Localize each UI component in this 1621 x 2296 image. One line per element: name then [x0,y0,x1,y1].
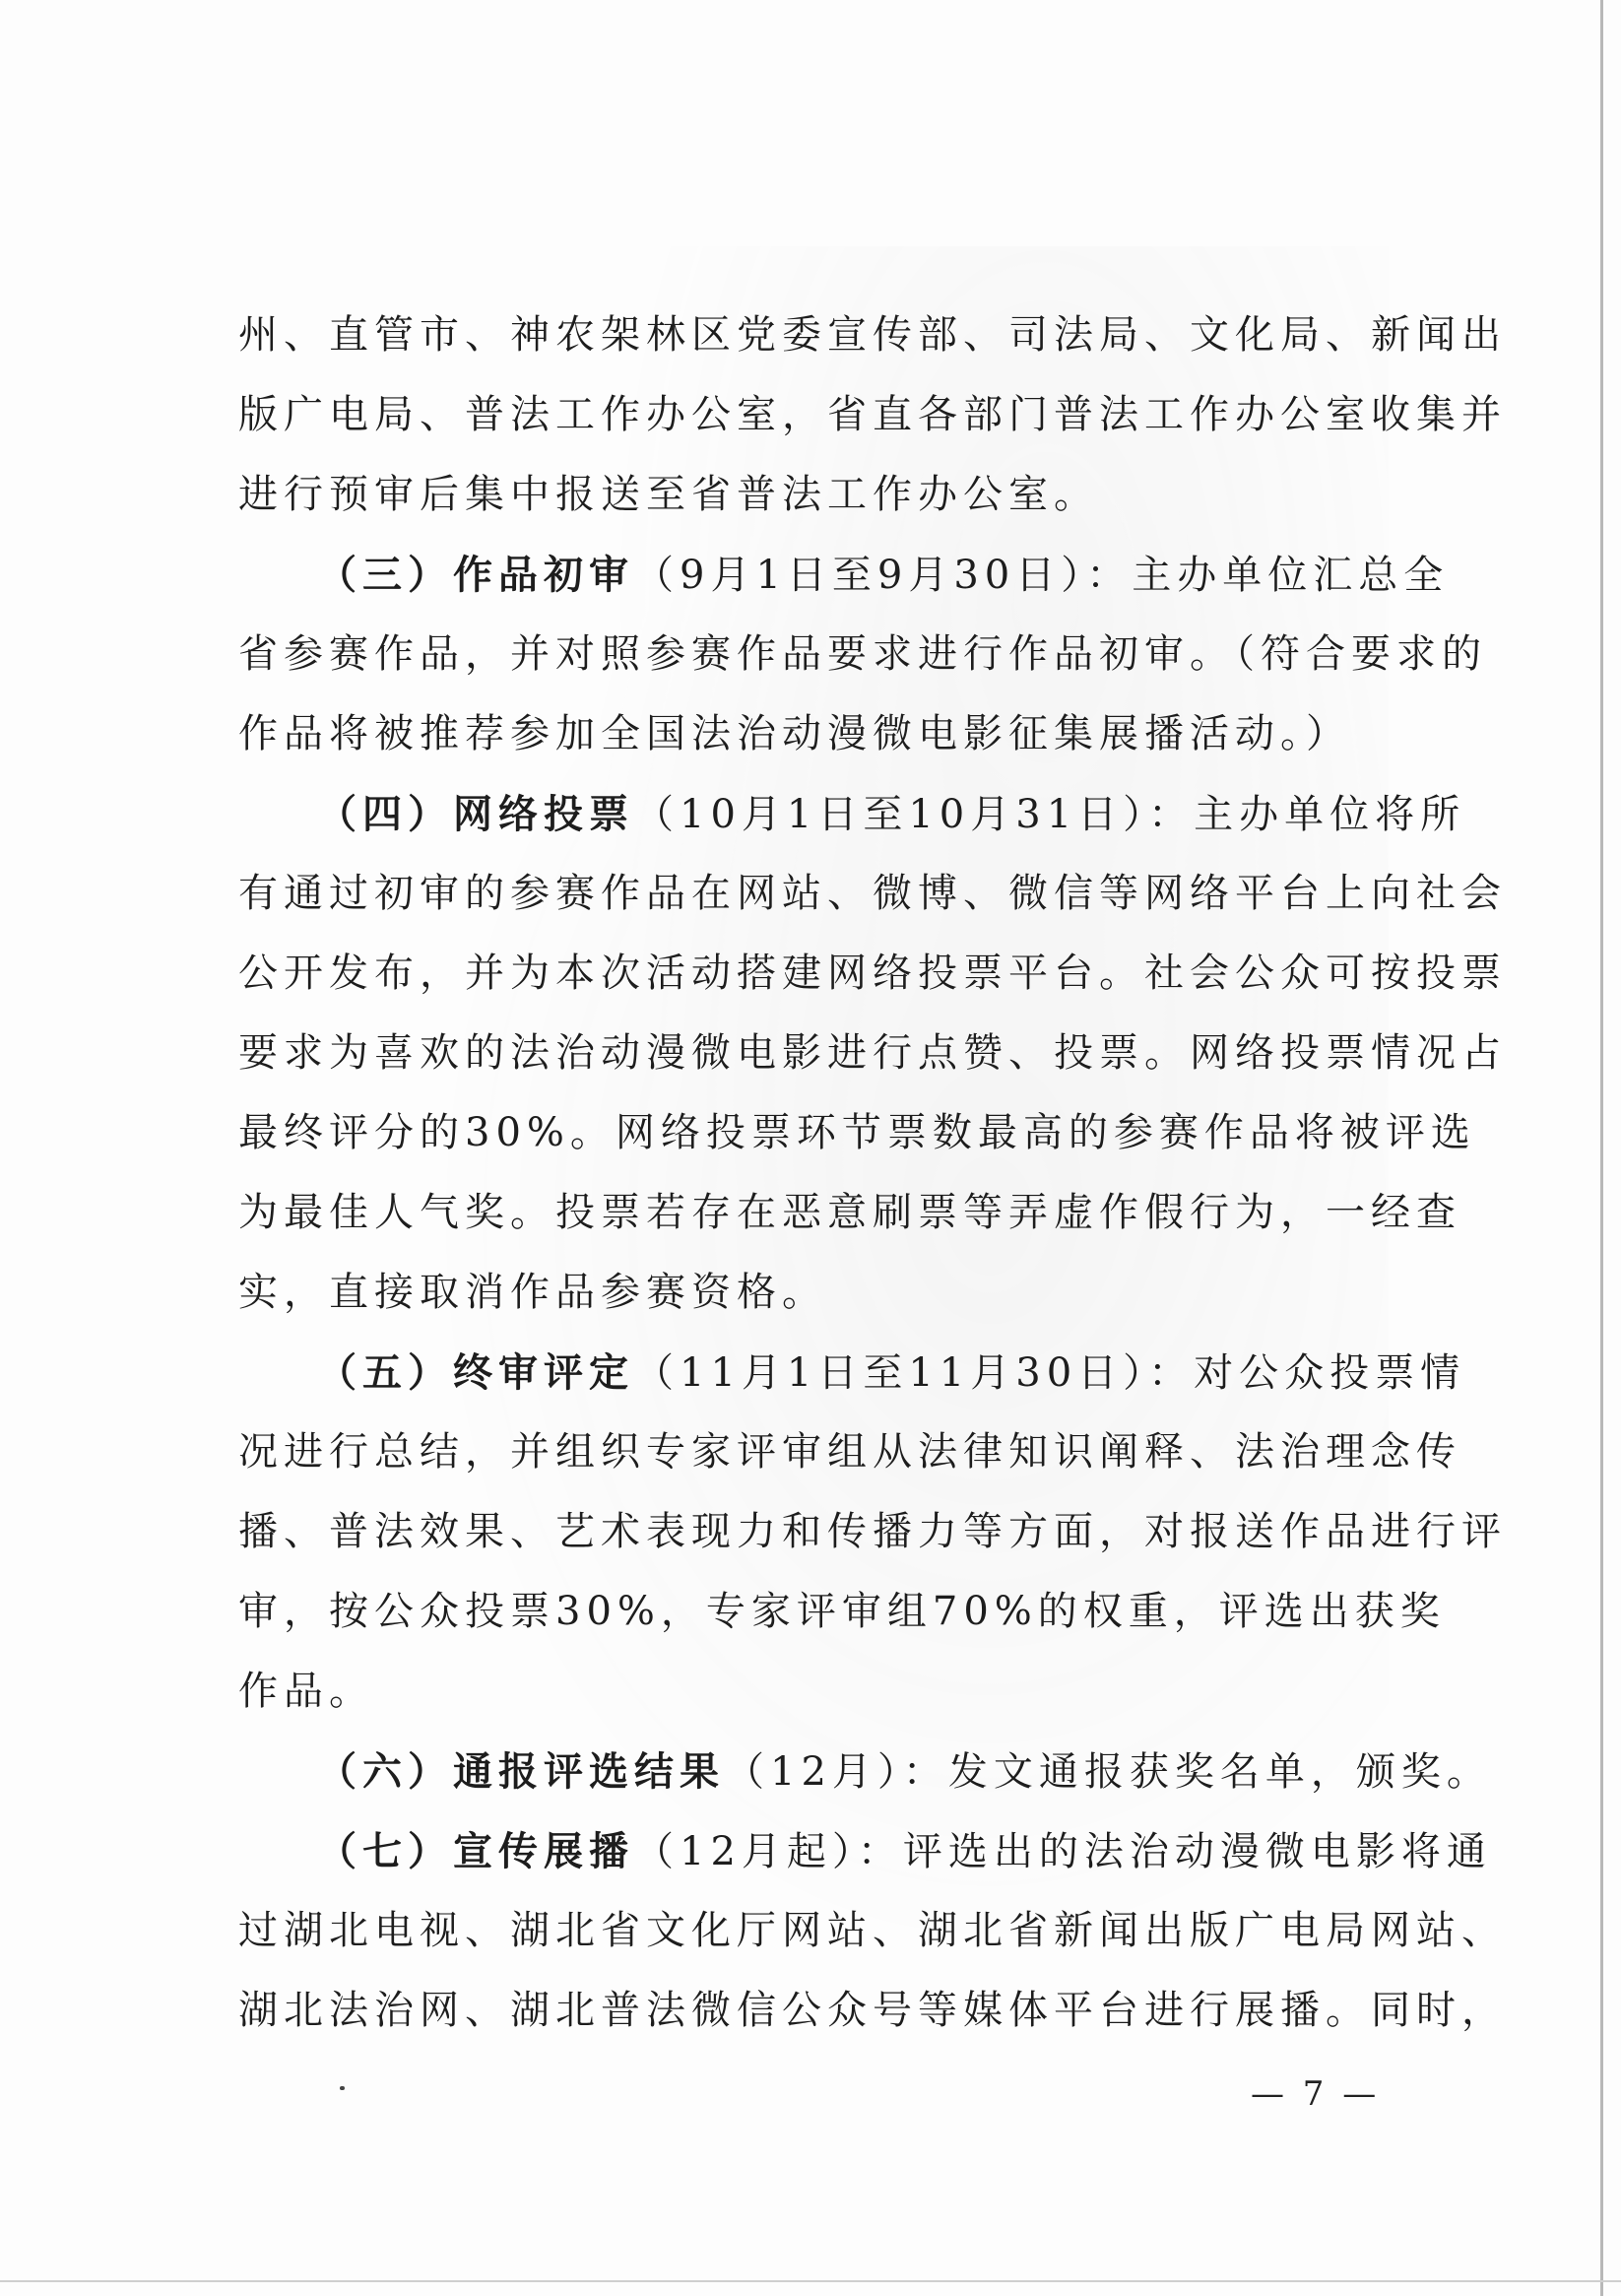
section-heading: （六）通报评选结果 [317,1748,725,1795]
text-line: 版广电局、普法工作办公室，省直各部门普法工作办公室收集并 [238,392,1507,437]
section-heading: （三）作品初审 [317,552,634,598]
text-line: 公开发布，并为本次活动搭建网络投票平台。社会公众可按投票 [238,951,1507,996]
text-line: 有通过初审的参赛作品在网站、微博、微信等网络平台上向社会 [238,871,1507,916]
text-line: 湖北法治网、湖北普法微信公众号等媒体平台进行展播。同时， [238,1988,1507,2033]
text-line: 实，直接取消作品参赛资格。 [238,1270,827,1315]
text-line [238,1333,1466,1412]
text-line: 州、直管市、神农架林区党委宣传部、司法局、文化局、新闻出 [238,312,1507,358]
section-heading: （五）终审评定 [317,1349,634,1396]
text-line: 审，按公众投票30%，专家评审组70%的权重，评选出获奖 [238,1589,1446,1634]
text-span: （10月1日至10月31日）：主办单位将所 [634,792,1466,837]
scan-edge-right [1600,0,1603,2296]
text-line: 况进行总结，并组织专家评审组从法律知识阐释、法治理念传 [238,1429,1461,1475]
text-line [238,774,1466,854]
text-span: （11月1日至11月30日）：对公众投票情 [634,1350,1466,1396]
section-heading: （四）网络投票 [317,791,634,837]
text-line: 省参赛作品，并对照参赛作品要求进行作品初审。（符合要求的 [238,631,1487,677]
text-line: 最终评分的30%。网络投票环节票数最高的参赛作品将被评选 [238,1110,1476,1155]
text-line: 过湖北电视、湖北省文化厅网站、湖北省新闻出版广电局网站、 [238,1908,1507,1953]
text-span: （12月）：发文通报获奖名单，颁奖。 [725,1749,1492,1795]
text-line: 进行预审后集中报送至省普法工作办公室。 [238,472,1099,517]
section-heading: （七）宣传展播 [317,1828,634,1874]
text-line: 作品将被推荐参加全国法治动漫微电影征集展播活动。） [238,711,1351,756]
text-line: 作品。 [238,1669,374,1714]
text-span: （12月起）：评选出的法治动漫微电影将通 [634,1829,1492,1874]
text-line: 为最佳人气奖。投票若存在恶意刷票等弄虚作假行为，一经查 [238,1190,1461,1235]
scan-speck [340,2086,345,2090]
text-line: 播、普法效果、艺术表现力和传播力等方面，对报送作品进行评 [238,1509,1507,1554]
page-number: — 7 — [1251,2074,1381,2114]
scan-edge-bottom [0,2280,1621,2282]
text-line: 要求为喜欢的法治动漫微电影进行点赞、投票。网络投票情况占 [238,1030,1507,1076]
text-span: （9月1日至9月30日）：主办单位汇总全 [634,553,1450,598]
document-body [238,295,1507,2051]
text-line [238,535,1450,615]
text-line [238,1732,1492,1811]
text-line [238,1811,1492,1891]
